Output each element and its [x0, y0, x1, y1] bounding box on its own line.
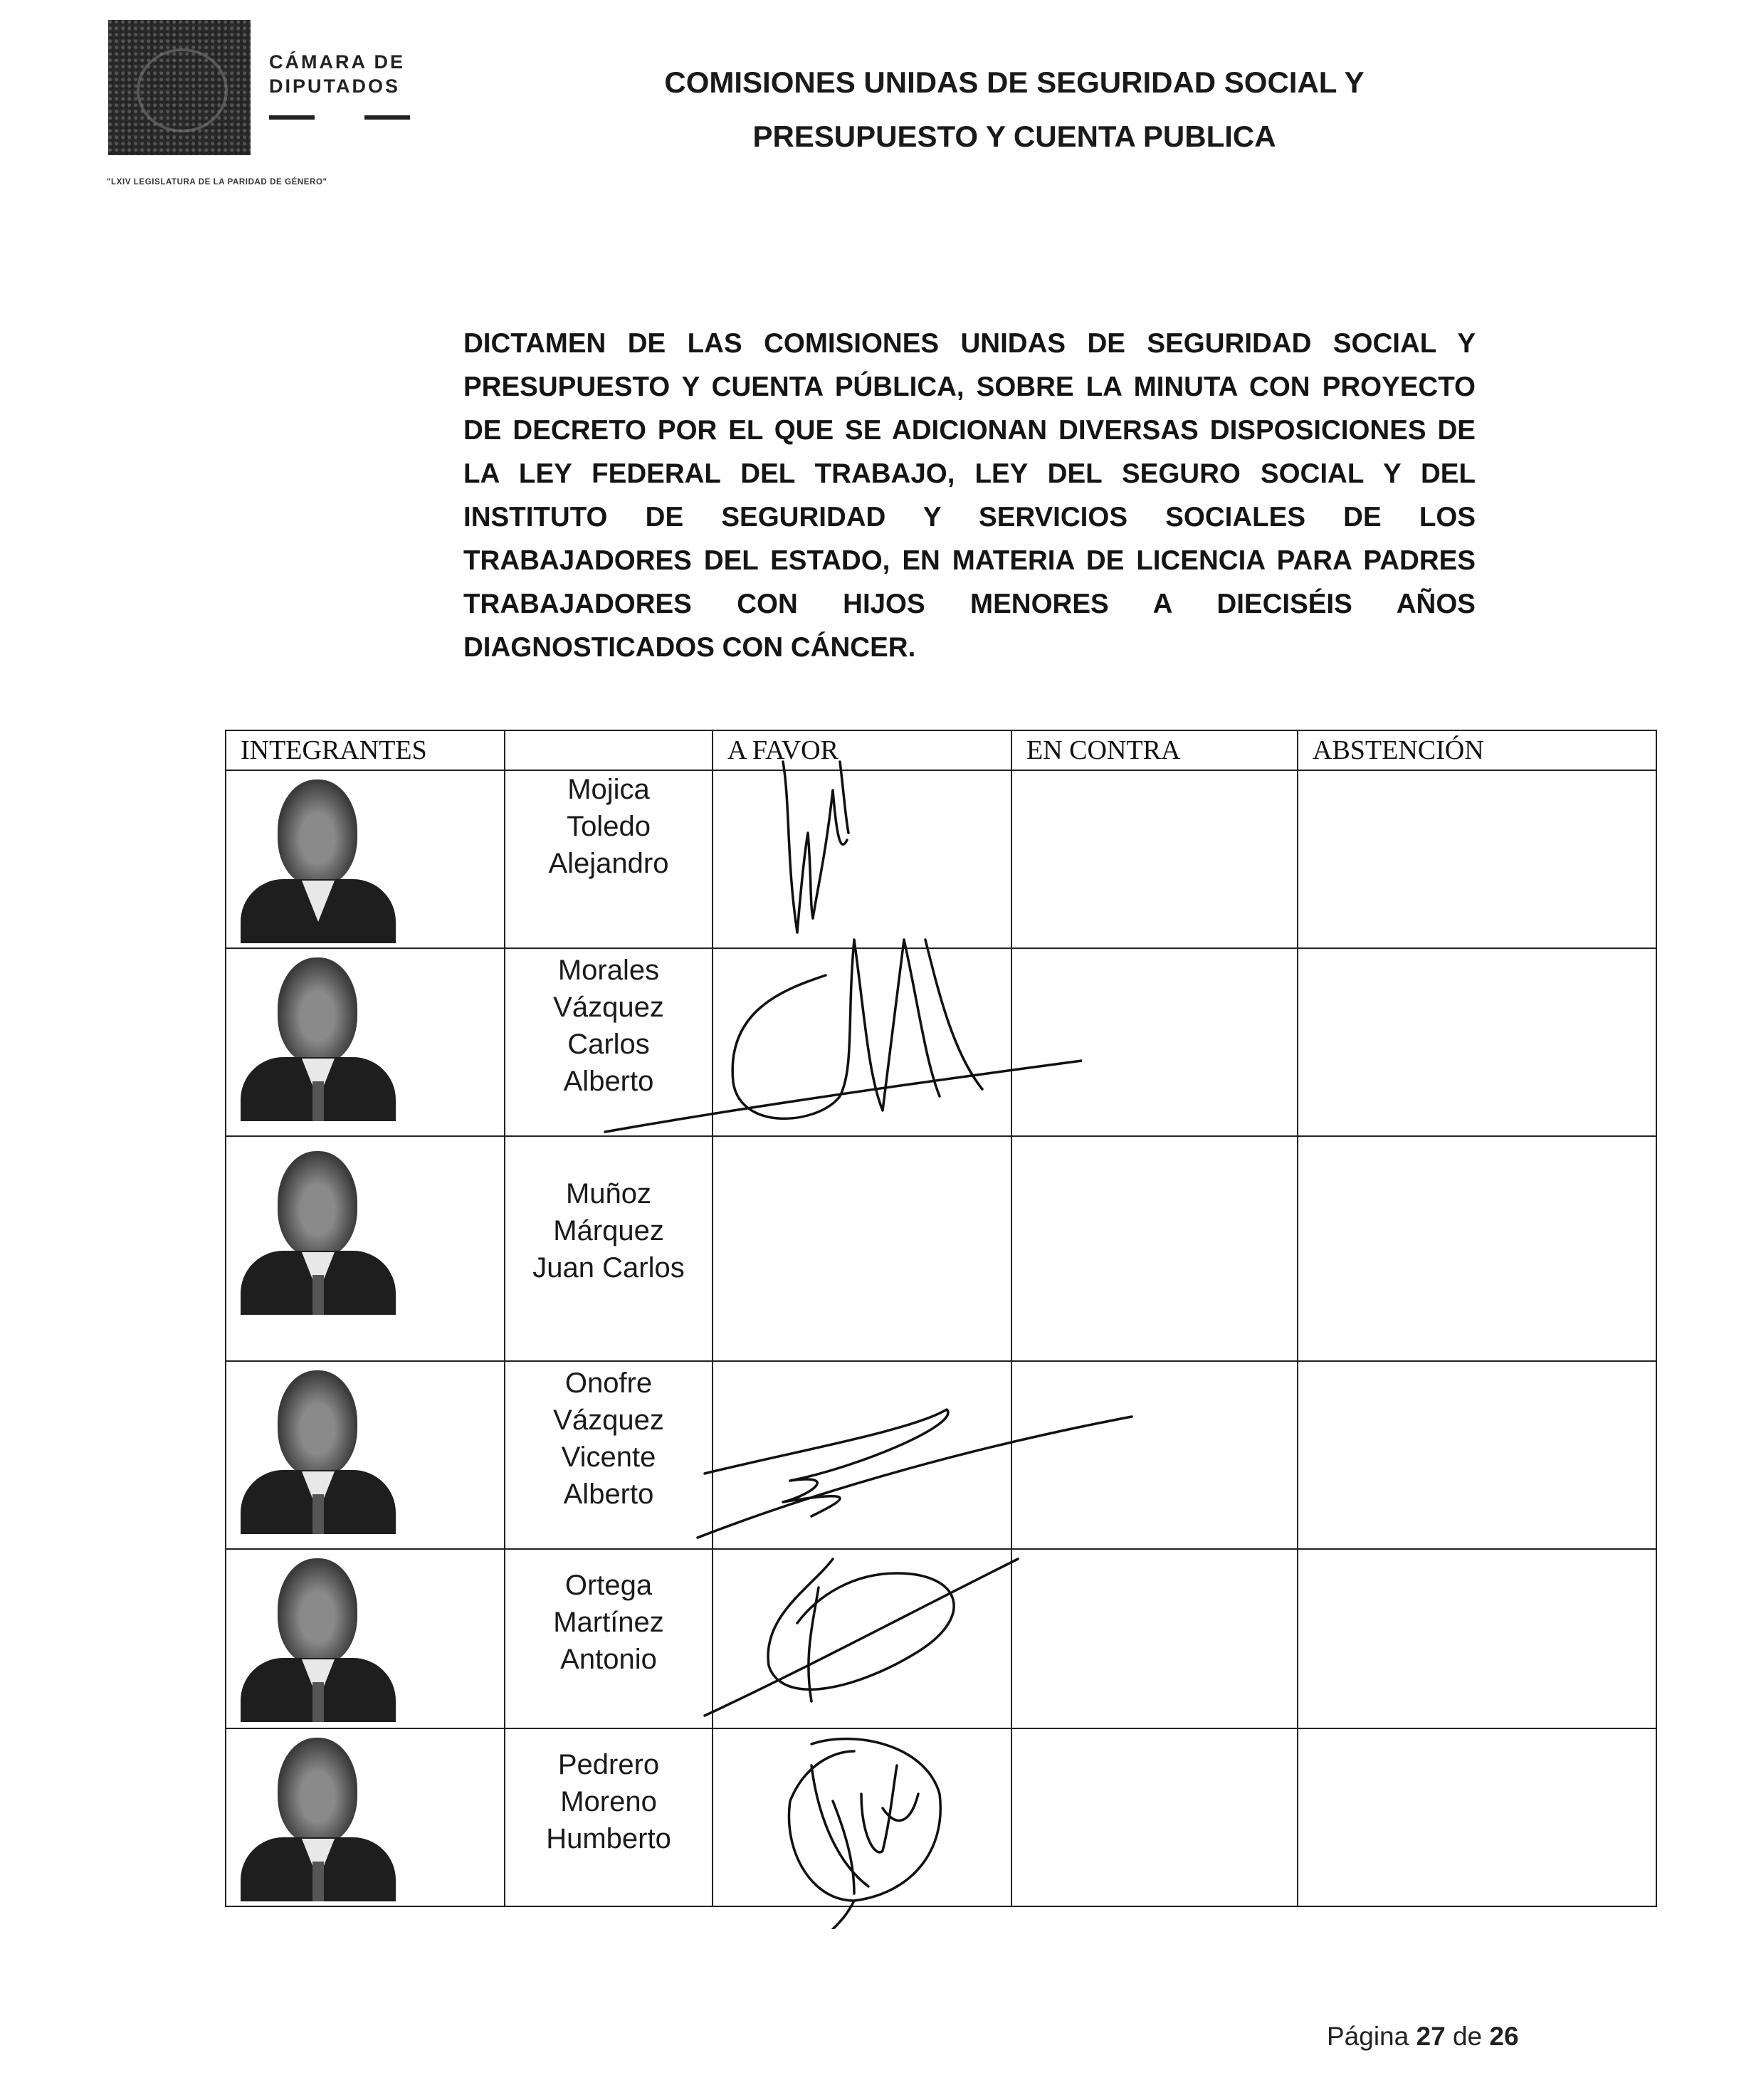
institution-line-1: CÁMARA DE: [269, 51, 405, 73]
abstencion-cell: [1298, 1728, 1656, 1906]
a-favor-cell: [713, 1136, 1011, 1361]
signature-morales: [584, 911, 1082, 1153]
member-name: Pedrero Moreno Humberto: [505, 1728, 713, 1906]
institution-line-2: DIPUTADOS: [269, 75, 401, 97]
member-photo-cell: [226, 1728, 505, 1906]
page-of: de: [1452, 2022, 1483, 2051]
page-total: 26: [1489, 2022, 1519, 2051]
logo-bars: [269, 115, 410, 121]
header-integrantes: INTEGRANTES: [226, 730, 505, 770]
page-label: Página: [1327, 2022, 1409, 2051]
abstencion-cell: [1298, 948, 1656, 1136]
signature-ortega: [690, 1545, 1032, 1730]
en-contra-cell: [1011, 1136, 1298, 1361]
abstencion-cell: [1298, 1361, 1656, 1549]
member-name: Onofre Vázquez Vicente Alberto: [505, 1361, 713, 1549]
header-name: [505, 730, 713, 770]
institution-name: [269, 50, 405, 98]
member-photo: [241, 1738, 396, 1901]
title-line-1: COMISIONES UNIDAS DE SEGURIDAD SOCIAL Y: [664, 65, 1365, 99]
page-number: [1327, 2022, 1519, 2052]
camara-logo-emblem: [108, 20, 251, 155]
en-contra-cell: [1011, 1728, 1298, 1906]
member-photo-cell: [226, 948, 505, 1136]
signature-pedrero: [769, 1723, 954, 1929]
header-a-favor: A FAVOR: [713, 730, 1011, 770]
member-photo: [241, 1151, 396, 1315]
table-row: [226, 1136, 1656, 1361]
dictamen-text: DICTAMEN DE LAS COMISIONES UNIDAS DE SEGURIDAD SOCIAL Y PRESUPUESTO Y CUENTA PÚBLICA, SOBRE LA MINUTA CON PROYECTO DE DECRETO POR EL QUE SE ADICIONAN DIVERSAS DISPOSICIONES DE LA LEY FEDERAL DEL TRABAJO, LEY DEL SEGURO SOCIAL Y DEL INSTITUTO DE SEGURIDAD Y SERVICIOS SOCIALES DE LOS TRABAJADORES DEL ESTADO, EN MATERIA DE LICENCIA PARA PADRES TRABAJADORES CON HIJOS MENORES A DIECISÉIS AÑOS DIAGNOSTICADOS CON CÁNCER.: [463, 328, 1476, 663]
member-name: Morales Vázquez Carlos Alberto: [505, 948, 713, 1136]
member-photo-cell: [226, 1361, 505, 1549]
member-photo-cell: [226, 1549, 505, 1728]
member-photo: [241, 957, 396, 1121]
legislatura-caption: "LXIV LEGISLATURA DE LA PARIDAD DE GÉNERO": [107, 178, 327, 187]
member-name: Ortega Martínez Antonio: [505, 1549, 713, 1728]
member-name: Muñoz Márquez Juan Carlos: [505, 1136, 713, 1361]
title-line-2: PRESUPUESTO Y CUENTA PUBLICA: [752, 120, 1276, 153]
abstencion-cell: [1298, 1549, 1656, 1728]
page-current: 27: [1416, 2022, 1446, 2051]
member-photo: [241, 1370, 396, 1534]
table-header-row: [226, 730, 1656, 770]
member-photo-cell: [226, 770, 505, 948]
abstencion-cell: [1298, 770, 1656, 948]
seal-icon: [137, 48, 228, 132]
member-name: Mojica Toledo Alejandro: [505, 770, 713, 948]
page-title: [541, 56, 1488, 164]
abstencion-cell: [1298, 1136, 1656, 1361]
header-en-contra: EN CONTRA: [1011, 730, 1298, 770]
header-abstencion: ABSTENCIÓN: [1298, 730, 1656, 770]
member-photo: [241, 779, 396, 943]
member-photo-cell: [226, 1136, 505, 1361]
member-photo: [241, 1558, 396, 1722]
